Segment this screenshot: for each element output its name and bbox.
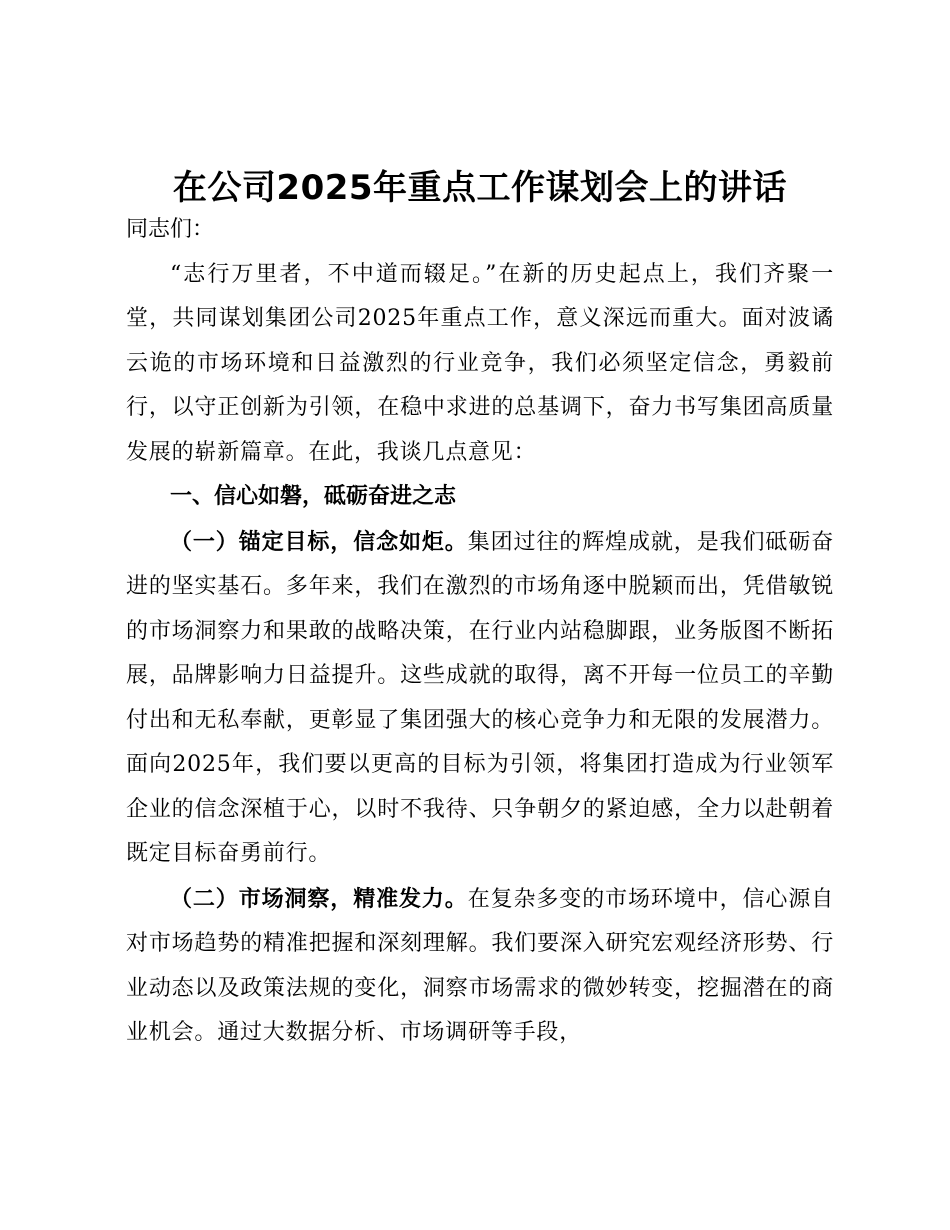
subsection-paragraph-1 (126, 520, 834, 877)
subsection-paragraph-2 (126, 877, 834, 1056)
section-heading-1: 一、信心如磐，砥砺奋进之志 (170, 484, 457, 509)
document-title: 在公司2025年重点工作谋划会上的讲话 (172, 168, 788, 208)
document-page (126, 166, 834, 1056)
subsection-text-2: 在复杂多变的市场环境中，信心源自对市场趋势的精准把握和深刻理解。我们要深入研究宏观经济形势、行业动态以及政策法规的变化，洞察市场需求的微妙转变，挖掘潜在的商业机会。通过大数据分析、市场调研等手段， (126, 886, 834, 1045)
intro-paragraph: “志行万里者，不中道而辍足。”在新的历史起点上，我们齐聚一堂，共同谋划集团公司2025年重点工作，意义深远而重大。面对波谲云诡的市场环境和日益激烈的行业竞争，我们必须坚定信念，勇毅前行，以守正创新为引领，在稳中求进的总基调下，奋力书写集团高质量发展的崭新篇章。在此，我谈几点意见： (126, 261, 834, 465)
salutation: 同志们： (126, 217, 215, 242)
subsection-text-1: 集团过往的辉煌成就，是我们砥砺奋进的坚实基石。多年来，我们在激烈的市场角逐中脱颖而出，凭借敏锐的市场洞察力和果敢的战略决策，在行业内站稳脚跟，业务版图不断拓展，品牌影响力日益提升。这些成就的取得，离不开每一位员工的辛勤付出和无私奉献，更彰显了集团强大的核心竞争力和无限的发展潜力。面向2025年，我们要以更高的目标为引领，将集团打造成为行业领军企业的信念深植于心，以时不我待、只争朝夕的紧迫感，全力以赴朝着既定目标奋勇前行。 (126, 529, 834, 866)
subsection-lead-2: （二）市场洞察，精准发力。 (170, 885, 468, 912)
subsection-lead-1: （一）锚定目标，信念如炬。 (170, 528, 468, 555)
